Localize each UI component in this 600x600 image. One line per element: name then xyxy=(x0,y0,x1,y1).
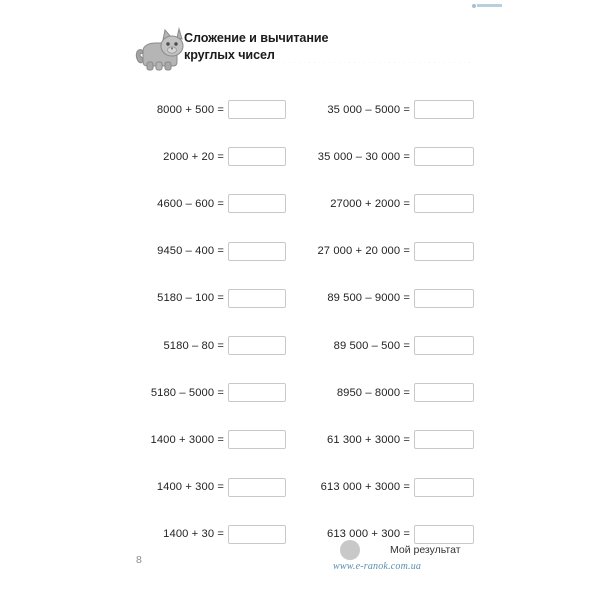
problem-row xyxy=(134,464,474,511)
problem-right-4 xyxy=(286,242,474,261)
answer-input[interactable] xyxy=(414,430,474,449)
problem-left-6 xyxy=(134,336,286,355)
my-result-label: Мой результат xyxy=(390,544,461,556)
answer-input[interactable] xyxy=(414,100,474,119)
watermark-dot xyxy=(472,4,476,8)
problem-left-10 xyxy=(134,525,286,544)
expression-text: 1400 + 3000 = xyxy=(150,433,224,446)
answer-input[interactable] xyxy=(228,525,286,544)
cat-icon xyxy=(134,24,184,76)
answer-input[interactable] xyxy=(228,100,286,119)
problem-left-1 xyxy=(134,100,286,119)
problem-grid xyxy=(134,86,474,558)
problem-row xyxy=(134,133,474,180)
answer-input[interactable] xyxy=(414,336,474,355)
page-number: 8 xyxy=(136,554,142,566)
answer-input[interactable] xyxy=(414,242,474,261)
expression-text: 9450 – 400 = xyxy=(157,245,224,258)
answer-input[interactable] xyxy=(228,289,286,308)
answer-input[interactable] xyxy=(414,147,474,166)
watermark-bar xyxy=(477,4,502,7)
problem-right-5 xyxy=(286,289,474,308)
expression-text: 8950 – 8000 = xyxy=(336,386,410,399)
expression-text: 1400 + 30 = xyxy=(163,528,224,541)
answer-input[interactable] xyxy=(228,383,286,402)
problem-left-9 xyxy=(134,478,286,497)
problem-right-2 xyxy=(286,147,474,166)
problem-left-8 xyxy=(134,430,286,449)
answer-input[interactable] xyxy=(228,242,286,261)
answer-input[interactable] xyxy=(414,289,474,308)
page-title-line-2: круглых чисел xyxy=(184,48,275,62)
expression-text: 1400 + 300 = xyxy=(156,481,224,494)
problem-row xyxy=(134,416,474,463)
problem-left-5 xyxy=(134,289,286,308)
expression-text: 8000 + 500 = xyxy=(156,103,224,116)
answer-input[interactable] xyxy=(228,194,286,213)
answer-input[interactable] xyxy=(228,478,286,497)
answer-input[interactable] xyxy=(414,194,474,213)
logo-watermark-icon xyxy=(472,2,502,9)
expression-text: 4600 – 600 = xyxy=(157,197,224,210)
problem-right-9 xyxy=(286,478,474,497)
page-title xyxy=(184,30,474,64)
problem-left-2 xyxy=(134,147,286,166)
problem-row xyxy=(134,369,474,416)
problem-left-7 xyxy=(134,383,286,402)
problem-row xyxy=(134,86,474,133)
result-circle[interactable] xyxy=(340,540,360,560)
problem-row xyxy=(134,322,474,369)
expression-text: 61 300 + 3000 = xyxy=(327,433,410,446)
expression-text: 5180 – 80 = xyxy=(163,339,224,352)
page-title-line-1: Сложение и вычитание xyxy=(184,31,329,45)
expression-text: 2000 + 20 = xyxy=(163,150,224,163)
problem-row xyxy=(134,228,474,275)
answer-input[interactable] xyxy=(414,383,474,402)
answer-input[interactable] xyxy=(228,430,286,449)
my-result-group xyxy=(340,540,461,560)
answer-input[interactable] xyxy=(414,478,474,497)
problem-left-4 xyxy=(134,242,286,261)
expression-text: 35 000 – 30 000 = xyxy=(317,150,410,163)
problem-right-3 xyxy=(286,194,474,213)
problem-right-8 xyxy=(286,430,474,449)
dotted-rule xyxy=(282,51,474,63)
expression-text: 89 500 – 500 = xyxy=(333,339,410,352)
expression-text: 27 000 + 20 000 = xyxy=(317,245,410,258)
expression-text: 5180 – 5000 = xyxy=(150,386,224,399)
expression-text: 89 500 – 9000 = xyxy=(327,292,410,305)
site-url-link[interactable]: www.e-ranok.com.ua xyxy=(333,561,422,572)
answer-input[interactable] xyxy=(228,336,286,355)
page-title-line-2-row xyxy=(184,47,474,64)
expression-text: 35 000 – 5000 = xyxy=(327,103,410,116)
problem-right-6 xyxy=(286,336,474,355)
problem-right-1 xyxy=(286,100,474,119)
problem-row xyxy=(134,275,474,322)
expression-text: 613 000 + 300 = xyxy=(327,528,410,541)
expression-text: 613 000 + 3000 = xyxy=(320,481,410,494)
expression-text: 27000 + 2000 = xyxy=(330,197,410,210)
problem-row xyxy=(134,180,474,227)
worksheet-header xyxy=(134,24,474,78)
problem-right-7 xyxy=(286,383,474,402)
expression-text: 5180 – 100 = xyxy=(157,292,224,305)
answer-input[interactable] xyxy=(228,147,286,166)
problem-left-3 xyxy=(134,194,286,213)
